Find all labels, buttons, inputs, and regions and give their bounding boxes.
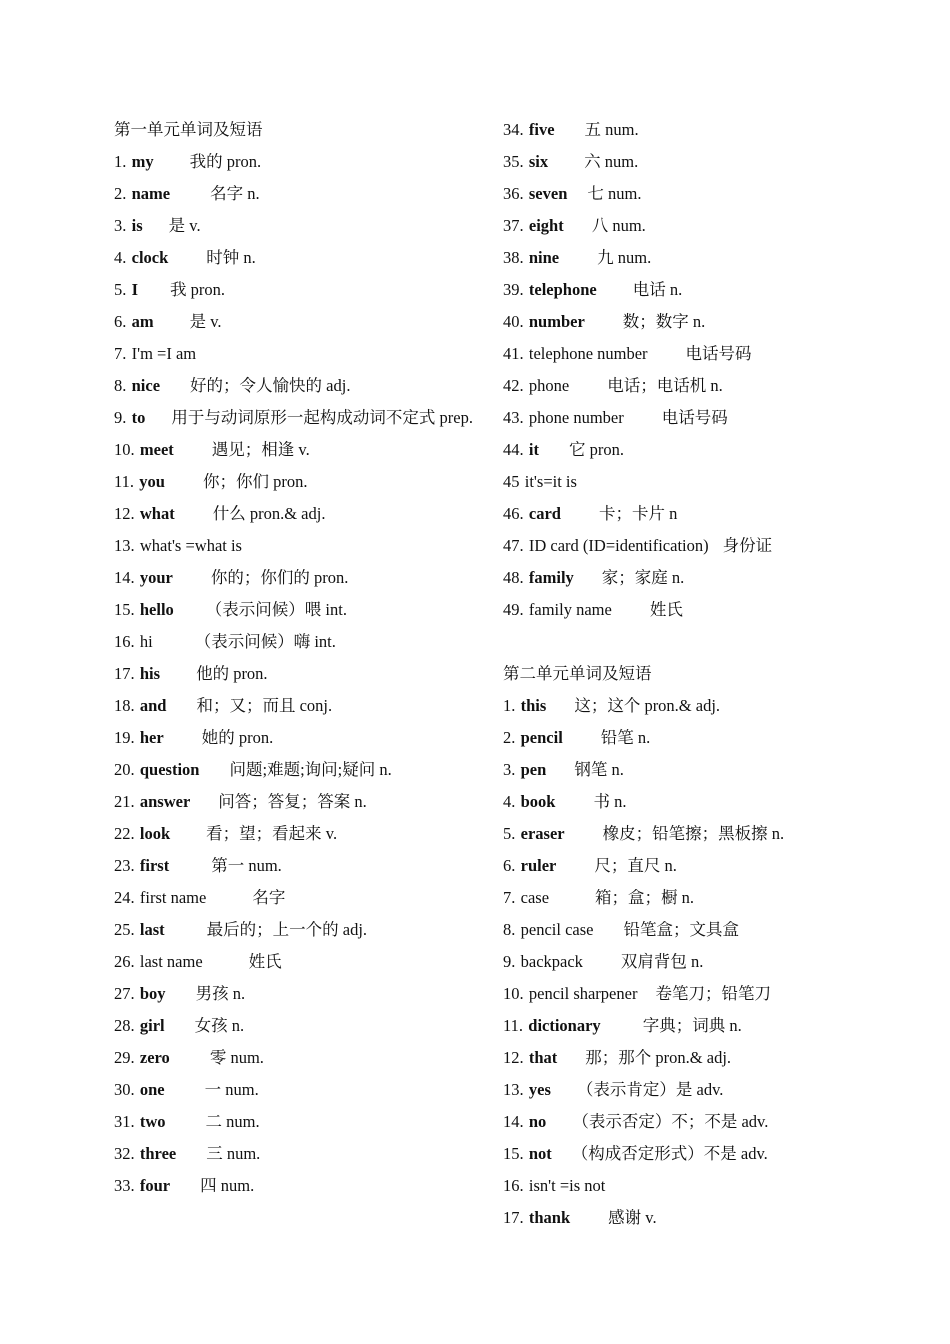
entry-number: 48. — [503, 568, 524, 587]
entry-number: 5. — [503, 824, 516, 843]
vocab-entry — [114, 818, 484, 850]
entry-meaning: （表示否定）不；不是 adv. — [572, 1112, 769, 1131]
entry-number: 5. — [114, 280, 127, 299]
entry-word: that — [528, 1048, 558, 1067]
vocab-entry — [114, 690, 484, 722]
entry-number: 47. — [503, 536, 524, 555]
entry-word: seven — [528, 184, 568, 203]
entry-number: 39. — [503, 280, 524, 299]
entry-word: meet — [139, 440, 174, 459]
entry-word: her — [139, 728, 164, 747]
vocab-entry — [503, 370, 843, 402]
entry-word: boy — [139, 984, 166, 1003]
entry-number: 11. — [114, 472, 135, 491]
vocab-entry — [503, 1010, 843, 1042]
vocab-entry — [503, 306, 843, 338]
entry-meaning: 她的 pron. — [201, 728, 274, 747]
entry-meaning: 姓氏 — [649, 600, 683, 619]
vocab-entry — [503, 274, 843, 306]
entry-word: card — [528, 504, 561, 523]
vocab-entry — [114, 306, 484, 338]
vocab-entry — [114, 274, 484, 306]
entry-word: am — [131, 312, 154, 331]
vocab-entry — [114, 530, 484, 562]
entry-word: not — [528, 1144, 552, 1163]
entry-word: phone — [528, 376, 570, 395]
vocab-entry — [114, 1106, 484, 1138]
vocab-entry — [503, 466, 843, 498]
vocab-entry — [114, 242, 484, 274]
vocab-entry — [114, 498, 484, 530]
entry-word: eight — [528, 216, 564, 235]
vocab-entry — [114, 946, 484, 978]
entry-number: 12. — [114, 504, 135, 523]
entry-number: 3. — [503, 760, 516, 779]
right-column — [503, 114, 843, 1234]
entry-number: 35. — [503, 152, 524, 171]
entry-word: I — [131, 280, 139, 299]
entry-number: 42. — [503, 376, 524, 395]
entry-word: question — [139, 760, 200, 779]
entry-word: thank — [528, 1208, 571, 1227]
entry-word: dictionary — [528, 1016, 601, 1035]
entry-word: five — [528, 120, 555, 139]
entry-meaning: 字典；词典 n. — [642, 1016, 742, 1035]
entry-meaning: （构成否定形式）不是 adv. — [571, 1144, 768, 1163]
vocab-entry — [114, 434, 484, 466]
entry-meaning: 橡皮；铅笔擦；黑板擦 n. — [602, 824, 785, 843]
vocab-entry — [114, 338, 484, 370]
vocab-entry — [503, 402, 843, 434]
entry-word: to — [131, 408, 146, 427]
entry-number: 17. — [114, 664, 135, 683]
vocab-entry — [503, 146, 843, 178]
vocab-entry — [503, 690, 843, 722]
vocab-entry — [503, 946, 843, 978]
vocab-entry — [503, 914, 843, 946]
vocab-entry — [114, 1042, 484, 1074]
entry-number: 44. — [503, 440, 524, 459]
entry-number: 41. — [503, 344, 524, 363]
entry-number: 8. — [114, 376, 127, 395]
entry-word: six — [528, 152, 549, 171]
entry-meaning: 卡；卡片 n — [598, 504, 678, 523]
entry-meaning: 卷笔刀；铅笔刀 — [655, 984, 771, 1003]
entry-word: zero — [139, 1048, 170, 1067]
entry-meaning: （表示问候）嗨 int. — [194, 632, 336, 651]
vocab-entry — [503, 786, 843, 818]
vocab-entry — [503, 1202, 843, 1234]
entry-word: pen — [520, 760, 547, 779]
entry-number: 29. — [114, 1048, 135, 1067]
entry-number: 10. — [114, 440, 135, 459]
vocab-entry — [114, 594, 484, 626]
entry-meaning: 是 v. — [189, 312, 222, 331]
vocab-entry — [503, 1138, 843, 1170]
entry-number: 19. — [114, 728, 135, 747]
entry-meaning: 是 v. — [168, 216, 201, 235]
entry-word: eraser — [520, 824, 565, 843]
entry-meaning: 你的；你们的 pron. — [210, 568, 349, 587]
entry-number: 20. — [114, 760, 135, 779]
entry-meaning: 身份证 — [722, 536, 773, 555]
entry-meaning: 八 num. — [591, 216, 646, 235]
entry-word: his — [139, 664, 161, 683]
entry-word: telephone — [528, 280, 597, 299]
entry-number: 9. — [503, 952, 516, 971]
entry-number: 4. — [114, 248, 127, 267]
entry-word: two — [139, 1112, 166, 1131]
vocab-entry — [503, 850, 843, 882]
entry-meaning: 遇见；相逢 v. — [211, 440, 310, 459]
entry-word: isn't =is not — [528, 1176, 606, 1195]
entry-meaning: 名字 — [252, 888, 286, 907]
entry-meaning: 名字 n. — [210, 184, 260, 203]
entry-meaning: 那；那个 pron.& adj. — [585, 1048, 732, 1067]
vocab-entry — [114, 146, 484, 178]
entry-meaning: 看；望；看起来 v. — [206, 824, 338, 843]
vocab-entry — [114, 850, 484, 882]
entry-word: what — [139, 504, 175, 523]
entry-word: name — [131, 184, 171, 203]
entry-word: four — [139, 1176, 171, 1195]
entry-number: 11. — [503, 1016, 524, 1035]
entry-number: 36. — [503, 184, 524, 203]
entry-number: 16. — [503, 1176, 524, 1195]
entry-number: 26. — [114, 952, 135, 971]
entry-number: 8. — [503, 920, 516, 939]
entry-number: 21. — [114, 792, 135, 811]
entry-meaning: 家；家庭 n. — [601, 568, 685, 587]
entry-meaning: 书 n. — [593, 792, 627, 811]
vocab-entry — [114, 786, 484, 818]
entry-meaning: （表示问候）喂 int. — [205, 600, 347, 619]
entry-number: 28. — [114, 1016, 135, 1035]
vocab-entry — [114, 1170, 484, 1202]
entry-word: it — [528, 440, 539, 459]
entry-meaning: 用于与动词原形一起构成动词不定式 prep. — [171, 408, 473, 427]
entry-number: 14. — [114, 568, 135, 587]
entry-word: nine — [528, 248, 560, 267]
entry-word: ruler — [520, 856, 557, 875]
vocab-entry — [114, 722, 484, 754]
entry-number: 23. — [114, 856, 135, 875]
entry-meaning: 七 num. — [587, 184, 642, 203]
entry-meaning: 一 num. — [204, 1080, 259, 1099]
vocab-entry — [503, 498, 843, 530]
entry-word: last name — [139, 952, 203, 971]
entry-number: 1. — [114, 152, 127, 171]
vocab-entry — [114, 1010, 484, 1042]
vocab-entry — [114, 882, 484, 914]
entry-word: last — [139, 920, 165, 939]
entry-meaning: 电话号码 — [685, 344, 752, 363]
entry-word: look — [139, 824, 171, 843]
vocab-entry — [114, 466, 484, 498]
entry-meaning: 这；这个 pron.& adj. — [574, 696, 721, 715]
vocab-entry — [503, 530, 843, 562]
entry-meaning: 九 num. — [597, 248, 652, 267]
entry-word: three — [139, 1144, 177, 1163]
entry-number: 9. — [114, 408, 127, 427]
entry-number: 3. — [114, 216, 127, 235]
vocab-entry — [503, 1106, 843, 1138]
entry-number: 14. — [503, 1112, 524, 1131]
entry-number: 13. — [503, 1080, 524, 1099]
entry-meaning: （表示肯定）是 adv. — [576, 1080, 724, 1099]
entry-number: 38. — [503, 248, 524, 267]
entry-word: backpack — [520, 952, 583, 971]
entry-meaning: 钢笔 n. — [574, 760, 624, 779]
vocab-entry — [503, 114, 843, 146]
entry-meaning: 感谢 v. — [608, 1208, 657, 1227]
vocab-entry — [114, 914, 484, 946]
entry-word: telephone number — [528, 344, 648, 363]
entry-number: 25. — [114, 920, 135, 939]
entry-word: pencil case — [520, 920, 594, 939]
entry-word: case — [520, 888, 550, 907]
entry-word: ID card (ID=identification) — [528, 536, 709, 555]
entry-number: 7. — [114, 344, 127, 363]
entry-word: first name — [139, 888, 207, 907]
vocab-entry — [114, 562, 484, 594]
entry-word: my — [131, 152, 154, 171]
vocab-entry — [503, 242, 843, 274]
entry-meaning: 问题;难题;询问;疑问 n. — [229, 760, 392, 779]
entry-meaning: 三 num. — [206, 1144, 261, 1163]
entry-word: answer — [139, 792, 191, 811]
entry-meaning: 和；又；而且 conj. — [196, 696, 333, 715]
entry-meaning: 男孩 n. — [195, 984, 246, 1003]
entry-word: you — [139, 472, 165, 491]
entry-number: 12. — [503, 1048, 524, 1067]
entry-number: 31. — [114, 1112, 135, 1131]
vocab-entry — [503, 434, 843, 466]
entry-number: 10. — [503, 984, 524, 1003]
entry-meaning: 时钟 n. — [206, 248, 256, 267]
entry-number: 24. — [114, 888, 135, 907]
entry-word: hi — [139, 632, 153, 651]
entry-meaning: 五 num. — [584, 120, 639, 139]
entry-word: one — [139, 1080, 165, 1099]
vocab-entry — [503, 722, 843, 754]
vocab-entry — [503, 210, 843, 242]
entry-number: 32. — [114, 1144, 135, 1163]
vocab-entry — [503, 818, 843, 850]
entry-number: 15. — [503, 1144, 524, 1163]
entry-word: no — [528, 1112, 547, 1131]
entry-word: number — [528, 312, 585, 331]
vocab-entry — [114, 402, 484, 434]
entry-word: family — [528, 568, 574, 587]
vocab-entry — [114, 1074, 484, 1106]
vocab-entry — [503, 754, 843, 786]
entry-number: 2. — [114, 184, 127, 203]
entry-meaning: 姓氏 — [248, 952, 282, 971]
entry-meaning: 铅笔盒；文具盒 — [623, 920, 739, 939]
entry-meaning: 电话；电话机 n. — [607, 376, 723, 395]
entry-word: is — [131, 216, 143, 235]
entry-number: 22. — [114, 824, 135, 843]
vocab-entry — [503, 882, 843, 914]
vocab-entry — [114, 626, 484, 658]
entry-word: what's =what is — [139, 536, 242, 555]
entry-number: 34. — [503, 120, 524, 139]
vocab-entry — [114, 1138, 484, 1170]
entry-meaning: 问答；答复；答案 n. — [218, 792, 367, 811]
entry-number: 33. — [114, 1176, 135, 1195]
entry-word: hello — [139, 600, 174, 619]
vocab-entry — [114, 370, 484, 402]
entry-word: nice — [131, 376, 161, 395]
entry-word: family name — [528, 600, 612, 619]
entry-meaning: 电话 n. — [632, 280, 683, 299]
entry-meaning: 最后的；上一个的 adj. — [206, 920, 368, 939]
entry-word: phone number — [528, 408, 624, 427]
entry-meaning: 第一 num. — [211, 856, 282, 875]
entry-word: pencil — [520, 728, 563, 747]
entry-meaning: 双肩背包 n. — [620, 952, 704, 971]
vocab-entry — [503, 178, 843, 210]
entry-meaning: 数；数字 n. — [622, 312, 706, 331]
entry-number: 27. — [114, 984, 135, 1003]
entry-number: 37. — [503, 216, 524, 235]
left-column — [114, 114, 484, 1202]
spacer — [503, 626, 843, 658]
vocab-entry — [114, 754, 484, 786]
entry-number: 43. — [503, 408, 524, 427]
entry-number: 15. — [114, 600, 135, 619]
entry-word: book — [520, 792, 556, 811]
entry-number: 45 — [503, 472, 520, 491]
entry-number: 30. — [114, 1080, 135, 1099]
entry-meaning: 你；你们 pron. — [202, 472, 308, 491]
entry-number: 46. — [503, 504, 524, 523]
entry-number: 13. — [114, 536, 135, 555]
vocab-entry — [503, 1042, 843, 1074]
unit-heading: 第一单元单词及短语 — [114, 120, 263, 139]
entry-meaning: 我的 pron. — [189, 152, 262, 171]
entry-meaning: 零 num. — [209, 1048, 264, 1067]
entry-meaning: 女孩 n. — [194, 1016, 245, 1035]
unit-heading: 第二单元单词及短语 — [503, 664, 652, 683]
entry-meaning: 他的 pron. — [196, 664, 268, 683]
entry-number: 17. — [503, 1208, 524, 1227]
vocab-entry — [503, 978, 843, 1010]
entry-word: it's=it is — [524, 472, 577, 491]
entry-meaning: 什么 pron.& adj. — [212, 504, 326, 523]
entry-word: your — [139, 568, 173, 587]
entry-meaning: 我 pron. — [170, 280, 226, 299]
entry-number: 40. — [503, 312, 524, 331]
vocab-entry — [114, 658, 484, 690]
entry-meaning: 它 pron. — [568, 440, 624, 459]
entry-meaning: 六 num. — [584, 152, 639, 171]
entry-meaning: 好的；令人愉快的 adj. — [190, 376, 351, 395]
entry-meaning: 四 num. — [200, 1176, 255, 1195]
entry-number: 4. — [503, 792, 516, 811]
vocab-entry — [114, 178, 484, 210]
vocab-entry — [114, 210, 484, 242]
entry-number: 49. — [503, 600, 524, 619]
vocab-entry — [503, 1074, 843, 1106]
vocab-entry — [114, 978, 484, 1010]
entry-word: yes — [528, 1080, 551, 1099]
entry-meaning: 箱；盒；橱 n. — [595, 888, 695, 907]
vocab-entry — [503, 338, 843, 370]
vocab-entry — [503, 1170, 843, 1202]
entry-number: 6. — [114, 312, 127, 331]
entry-meaning: 电话号码 — [661, 408, 728, 427]
vocab-entry — [503, 594, 843, 626]
entry-word: this — [520, 696, 547, 715]
vocab-entry — [503, 562, 843, 594]
entry-number: 1. — [503, 696, 516, 715]
entry-word: first — [139, 856, 170, 875]
entry-number: 7. — [503, 888, 516, 907]
entry-word: pencil sharpener — [528, 984, 638, 1003]
entry-number: 6. — [503, 856, 516, 875]
entry-meaning: 二 num. — [205, 1112, 260, 1131]
entry-word: and — [139, 696, 167, 715]
entry-meaning: 铅笔 n. — [600, 728, 651, 747]
entry-word: girl — [139, 1016, 165, 1035]
entry-number: 2. — [503, 728, 516, 747]
entry-word: clock — [131, 248, 169, 267]
entry-number: 18. — [114, 696, 135, 715]
entry-word: I'm =I am — [131, 344, 197, 363]
entry-meaning: 尺；直尺 n. — [594, 856, 677, 875]
entry-number: 16. — [114, 632, 135, 651]
